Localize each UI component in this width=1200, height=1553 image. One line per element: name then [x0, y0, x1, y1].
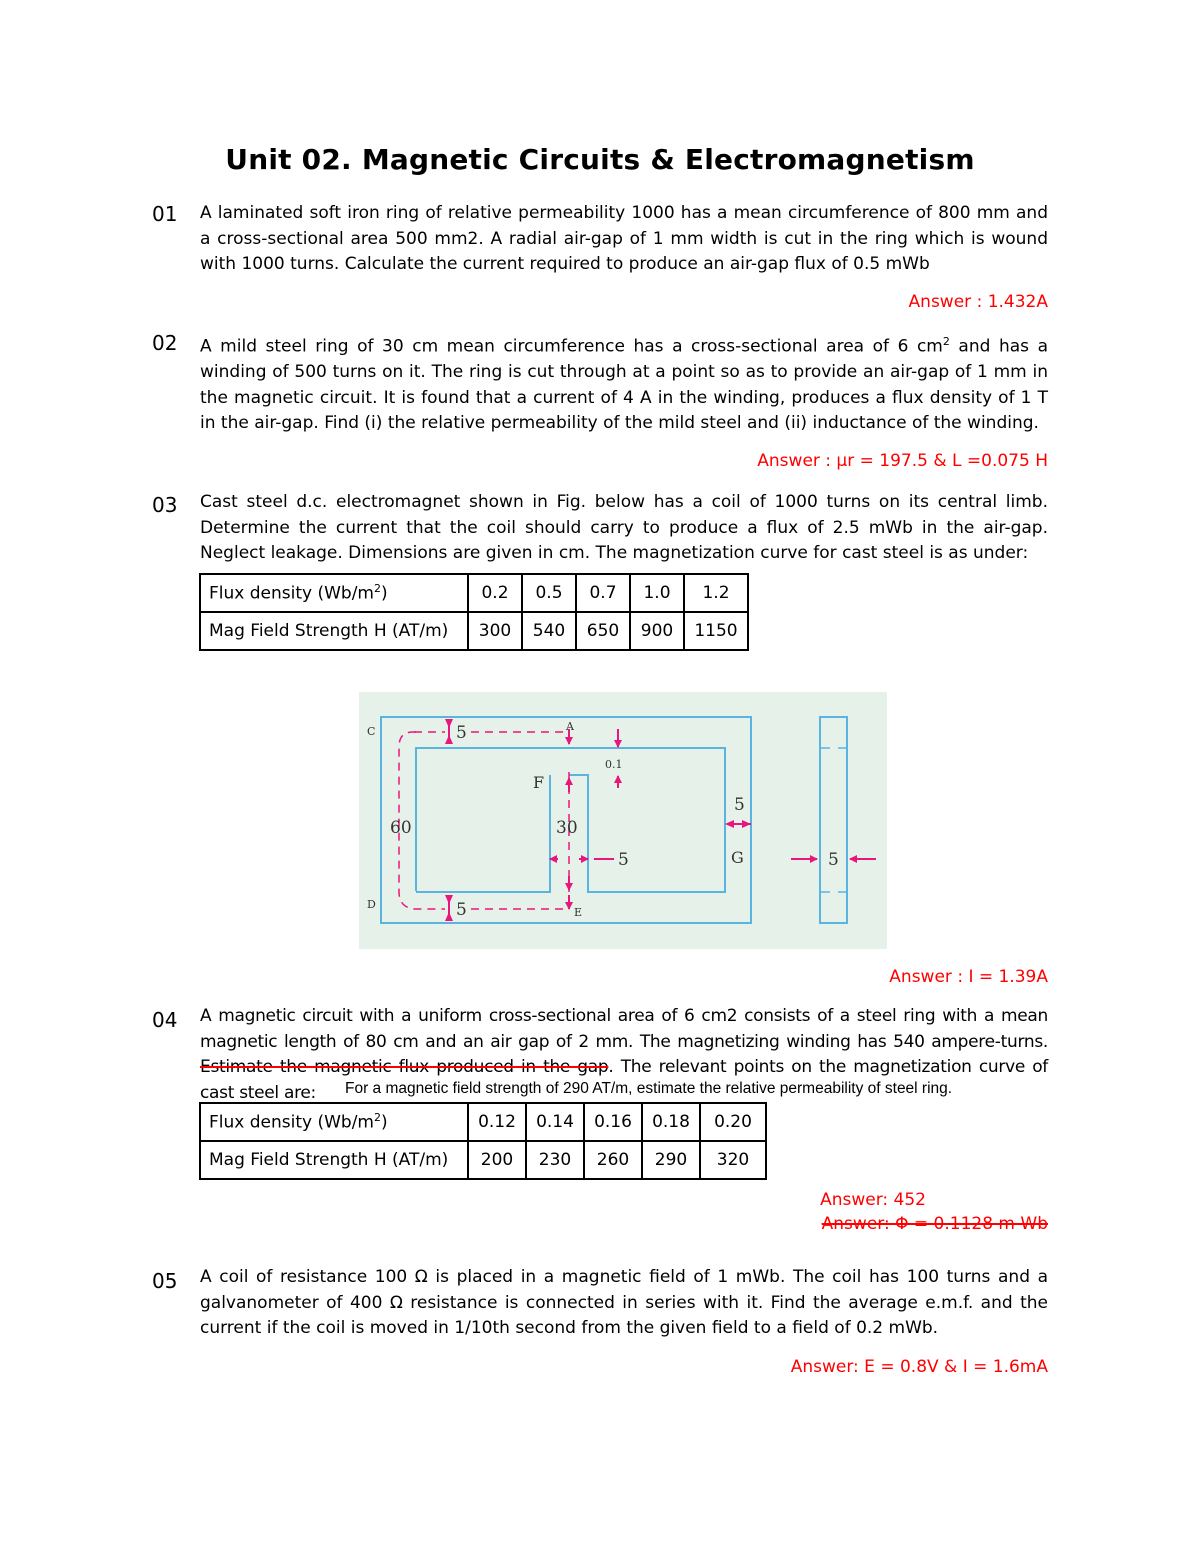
- question-number-01: 01: [152, 202, 178, 226]
- question-text-02-part2: and has a winding of 500 turns on it. The ring is cut through at a point so as to provide an air-gap of 1 mm in the magnetic circuit. It is found that a current of 4 A in the winding, produces a flux density of 1 T in the air-gap. Find (i) the relative permeability of the mild steel and (ii) inductance of the winding.: [200, 336, 1048, 434]
- table-cell: 900: [630, 612, 684, 650]
- table-cell: 300: [468, 612, 522, 650]
- flux-path: [399, 732, 569, 909]
- question-text-05: A coil of resistance 100 Ω is placed in a magnetic field of 1 mWb. The coil has 100 turns and a galvanometer of 400 Ω resistance is connected in series with it. Find the average e.m.f. and the current if the coil is moved in 1/10th second from the given field to a field of 0.2 mWb.: [200, 1267, 1048, 1338]
- dim-side-5: 5: [828, 850, 839, 870]
- question-number-03: 03: [152, 493, 178, 517]
- table-cell: 0.5: [522, 574, 576, 612]
- dimension-arrows: [449, 719, 876, 921]
- answer-01: Answer : 1.432A: [908, 292, 1048, 312]
- table-cell: Flux density $(Wb/m^2)$: [200, 574, 468, 612]
- dim-top-5: 5: [456, 723, 467, 743]
- answer-04-struck: Answer: Φ = 0.1128 m Wb: [821, 1214, 1048, 1234]
- core-outline: [381, 717, 847, 923]
- dim-center-30: 30: [556, 818, 578, 838]
- struck-text: Estimate the magnetic flux produced in the gap: [200, 1057, 609, 1077]
- superscript: 2: [942, 335, 950, 348]
- question-text-03: Cast steel d.c. electromagnet shown in Fig. below has a coil of 1000 turns on its central limb. Determine the current that the coil should carry to produce a flux of 2.5 mWb in the air-gap. Neglect leakage. Dimensions are given in cm. The magnetization curve for cast steel is as under:: [200, 492, 1048, 563]
- table-cell: 320: [700, 1141, 766, 1179]
- table-cell: 200: [468, 1141, 526, 1179]
- table-cell: 540: [522, 612, 576, 650]
- dim-left-60: 60: [390, 818, 412, 838]
- question-number-05: 05: [152, 1269, 178, 1293]
- side-view-dashes: [820, 748, 847, 892]
- page-title: Unit 02. Magnetic Circuits & Electromagnetism: [225, 143, 975, 176]
- table-cell: 0.18: [642, 1103, 700, 1141]
- question-text-02-part1: A mild steel ring of 30 cm mean circumference has a cross-sectional area of 6 cm: [200, 336, 943, 357]
- table-cell: Flux density $(Wb/m^2)$: [200, 1103, 468, 1141]
- table-cell: 1.0: [630, 574, 684, 612]
- figure-labels: [367, 720, 839, 920]
- magnetization-table-04: [199, 1102, 767, 1180]
- dim-bottom-5: 5: [456, 900, 467, 920]
- table-row: [200, 1141, 766, 1179]
- answer-03: Answer : I = 1.39A: [889, 967, 1048, 987]
- electromagnet-diagram: [359, 692, 887, 949]
- label-f: F: [533, 773, 545, 792]
- table-cell: 290: [642, 1141, 700, 1179]
- table-cell: 0.14: [526, 1103, 584, 1141]
- table-cell: 260: [584, 1141, 642, 1179]
- question-number-02: 02: [152, 331, 178, 355]
- central-limb: [416, 775, 550, 892]
- label-d: D: [367, 898, 376, 911]
- table-cell: 1150: [684, 612, 748, 650]
- table-cell: 0.12: [468, 1103, 526, 1141]
- table-cell: 0.16: [584, 1103, 642, 1141]
- dim-center-5: 5: [618, 850, 629, 870]
- label-g: G: [731, 848, 744, 867]
- question-text-04-part1: A magnetic circuit with a uniform cross-sectional area of 6 cm2 consists of a steel ring with a mean magnetic length of 80 cm and an air gap of 2 mm. The magnetizing winding has 540 ampere-turns.: [200, 1006, 1048, 1052]
- table-cell: 230: [526, 1141, 584, 1179]
- table-cell: 0.2: [468, 574, 522, 612]
- dim-right-5: 5: [734, 795, 745, 815]
- answer-02: Answer : μr = 197.5 & L =0.075 H: [757, 451, 1048, 471]
- table-cell: Mag Field Strength H (AT/m): [200, 612, 468, 650]
- table-cell: Mag Field Strength H (AT/m): [200, 1141, 468, 1179]
- table-cell: 1.2: [684, 574, 748, 612]
- handwritten-note: For a magnetic field strength of 290 AT/m, estimate the relative permeability of steel ring.: [345, 1080, 953, 1097]
- table-cell: 0.20: [700, 1103, 766, 1141]
- label-e: E: [574, 906, 583, 919]
- question-text-02: [200, 329, 1048, 437]
- label-a: A: [566, 720, 574, 733]
- question-number-04: 04: [152, 1008, 178, 1032]
- table-row: [200, 612, 748, 650]
- dim-gap: 0.1: [605, 758, 623, 771]
- dimension-arrowheads: [445, 719, 751, 921]
- table-row: [200, 1103, 766, 1141]
- table-cell: 0.7: [576, 574, 630, 612]
- electromagnet-figure: [359, 692, 887, 949]
- table-row: [200, 574, 748, 612]
- question-text-04-part2: . The relevant points on the magnetization curve of cast steel are:: [200, 1057, 1048, 1103]
- answer-04: Answer: 452: [820, 1190, 926, 1210]
- answer-05: Answer: E = 0.8V & I = 1.6mA: [790, 1357, 1048, 1377]
- table-cell: 650: [576, 612, 630, 650]
- label-c: C: [367, 725, 376, 738]
- question-text-01: A laminated soft iron ring of relative permeability 1000 has a mean circumference of 800 mm and a cross-sectional area 500 mm2. A radial air-gap of 1 mm width is cut in the ring which is wound with 1000 turns. Calculate the current required to produce an air-gap flux of 0.5 mWb: [200, 203, 1048, 274]
- magnetization-table-03: [199, 573, 749, 651]
